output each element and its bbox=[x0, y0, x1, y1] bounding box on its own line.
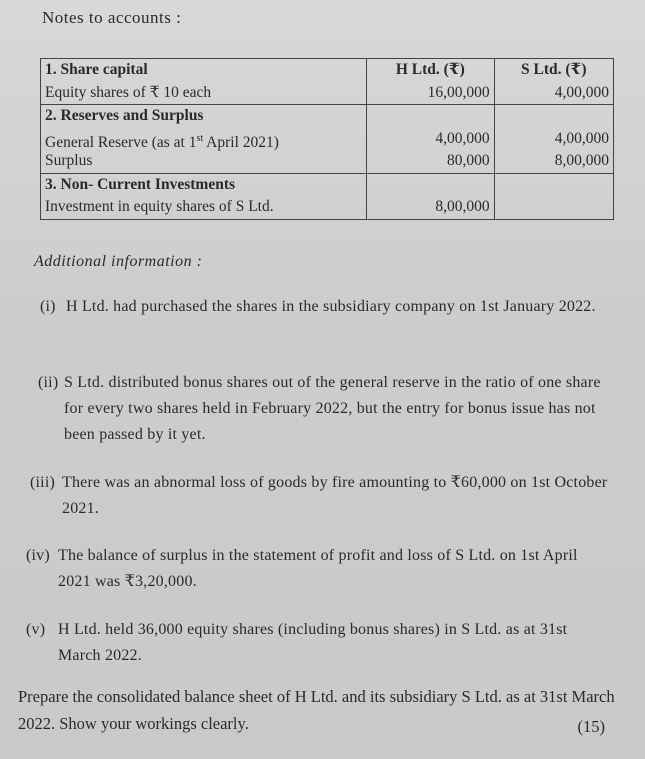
additional-info-heading: Additional information : bbox=[34, 253, 203, 270]
item-number: (iii) bbox=[30, 474, 55, 491]
h-general-reserve-value: 4,00,000 bbox=[435, 129, 490, 147]
marks-label: (15) bbox=[577, 717, 605, 736]
particulars-cell bbox=[41, 173, 367, 219]
s-investment-value bbox=[499, 196, 609, 219]
item-number: (v) bbox=[26, 621, 46, 638]
item-number: (i) bbox=[40, 298, 56, 315]
list-item bbox=[40, 294, 612, 320]
question-text: Prepare the consolidated balance sheet of H Ltd. and its subsidiary S Ltd. as at 31st March 2022. Show your workings clearly. bbox=[18, 687, 615, 733]
s-ltd-cell bbox=[494, 173, 613, 219]
item-text: H Ltd. had purchased the shares in the subsidiary company on 1st January 2022. bbox=[66, 298, 596, 315]
item-text: There was an abnormal loss of goods by fire amounting to ₹60,000 on 1st October 2021. bbox=[62, 474, 608, 517]
notes-table bbox=[40, 58, 614, 220]
item-number: (ii) bbox=[38, 374, 59, 391]
item-number: (iv) bbox=[26, 547, 50, 564]
table-row bbox=[41, 173, 614, 219]
investments-title: 3. Non- Current Investments bbox=[45, 175, 236, 193]
particulars-cell bbox=[41, 105, 367, 174]
h-ltd-header: H Ltd. (₹) bbox=[395, 61, 465, 78]
table-row bbox=[41, 105, 614, 174]
investment-label: Investment in equity shares of S Ltd. bbox=[45, 198, 274, 215]
share-capital-title: 1. Share capital bbox=[45, 61, 148, 78]
notes-heading: Notes to accounts : bbox=[42, 8, 182, 27]
h-ltd-cell bbox=[367, 105, 494, 174]
general-reserve-label: General Reserve (as at 1st April 2021) bbox=[45, 132, 279, 151]
h-surplus-value: 80,000 bbox=[446, 152, 490, 169]
list-item bbox=[26, 543, 612, 595]
list-item bbox=[38, 370, 612, 448]
equity-shares-label: Equity shares of ₹ 10 each bbox=[45, 83, 212, 101]
s-ltd-cell bbox=[494, 59, 613, 105]
particulars-cell bbox=[41, 59, 367, 105]
table-row bbox=[41, 59, 614, 105]
s-share-capital-value: 4,00,000 bbox=[554, 83, 609, 101]
h-ltd-cell bbox=[367, 173, 494, 219]
h-share-capital-value: 16,00,000 bbox=[427, 83, 490, 101]
reserves-title: 2. Reserves and Surplus bbox=[45, 107, 204, 124]
list-item bbox=[26, 617, 612, 669]
item-text: H Ltd. held 36,000 equity shares (including bonus shares) in S Ltd. as at 31st March 2022. bbox=[58, 621, 568, 664]
item-text: The balance of surplus in the statement of profit and loss of S Ltd. on 1st April 2021 was ₹3,20,000. bbox=[58, 547, 578, 590]
s-surplus-value: 8,00,000 bbox=[554, 152, 609, 169]
s-general-reserve-value: 4,00,000 bbox=[554, 129, 609, 147]
list-item bbox=[30, 470, 612, 522]
h-ltd-cell bbox=[367, 59, 494, 105]
s-ltd-header: S Ltd. (₹) bbox=[521, 61, 587, 78]
h-investment-value: 8,00,000 bbox=[435, 198, 490, 215]
s-ltd-cell bbox=[494, 105, 613, 174]
surplus-label: Surplus bbox=[45, 152, 93, 169]
item-text: S Ltd. distributed bonus shares out of the general reserve in the ratio of one share for every two shares held in February 2022, but the entry for bonus issue has not been passed by it yet. bbox=[64, 374, 601, 443]
